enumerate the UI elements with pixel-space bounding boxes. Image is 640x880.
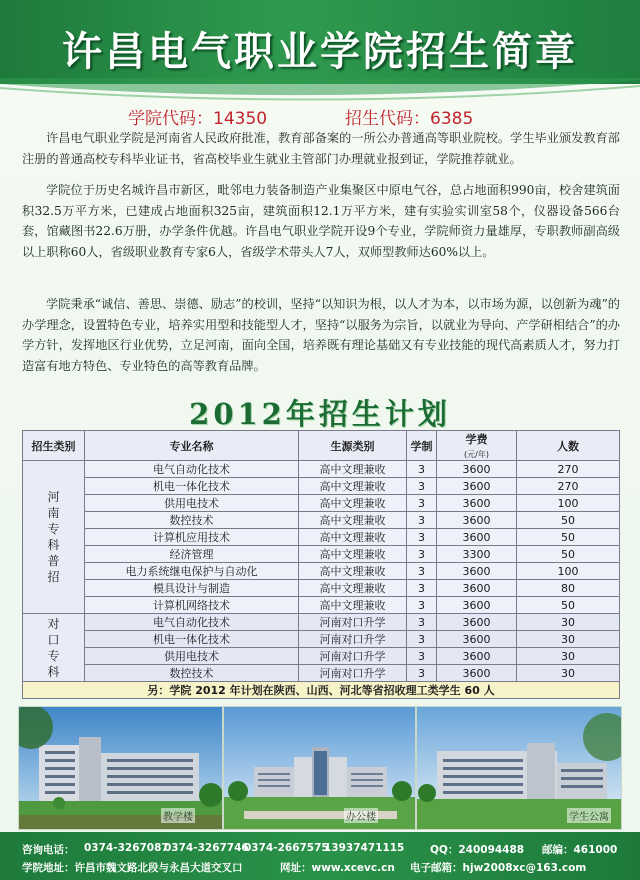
table-note-row: [23, 682, 620, 699]
table-row: [23, 512, 620, 529]
major-cell: 电气自动化技术: [85, 614, 299, 631]
source-cell: 河南对口升学: [299, 648, 407, 665]
fee-cell: 3600: [437, 495, 517, 512]
count-cell: 50: [517, 512, 620, 529]
header-source: 生源类别: [299, 431, 407, 461]
postcode: 邮编：461000: [542, 844, 618, 856]
table-row: [23, 648, 620, 665]
website-link[interactable]: 网址：www.xcevc.cn: [280, 862, 395, 874]
years-cell: 3: [407, 529, 437, 546]
footer-contact: [0, 832, 640, 880]
header-years: 学制: [407, 431, 437, 461]
category-cell: [23, 614, 85, 682]
office-building-illustration: [224, 707, 416, 830]
source-cell: 高中文理兼收: [299, 529, 407, 546]
count-cell: 80: [517, 580, 620, 597]
table-row: [23, 614, 620, 631]
count-cell: 50: [517, 597, 620, 614]
phone-1: 0374-3267087: [84, 842, 169, 854]
count-cell: 270: [517, 478, 620, 495]
count-cell: 30: [517, 665, 620, 682]
table-row: [23, 546, 620, 563]
category-cell: [23, 461, 85, 614]
source-cell: 河南对口升学: [299, 631, 407, 648]
source-cell: 高中文理兼收: [299, 495, 407, 512]
fee-cell: 3600: [437, 563, 517, 580]
major-cell: 模具设计与制造: [85, 580, 299, 597]
years-cell: 3: [407, 665, 437, 682]
plan-title: 2012年招生计划: [189, 397, 451, 431]
enroll-code: 招生代码：6385: [345, 109, 474, 129]
major-cell: 机电一体化技术: [85, 631, 299, 648]
table-row: [23, 478, 620, 495]
major-cell: 计算机网络技术: [85, 597, 299, 614]
header-fee-label: 学费: [465, 433, 488, 446]
major-cell: 电力系统继电保护与自动化: [85, 563, 299, 580]
fee-cell: 3600: [437, 597, 517, 614]
count-cell: 30: [517, 648, 620, 665]
header-category: 招生类别: [23, 431, 85, 461]
years-cell: 3: [407, 631, 437, 648]
years-cell: 3: [407, 580, 437, 597]
photo-dormitory: [416, 706, 622, 830]
count-cell: 100: [517, 495, 620, 512]
count-cell: 100: [517, 563, 620, 580]
header-fee: [437, 431, 517, 461]
years-cell: 3: [407, 495, 437, 512]
fee-cell: 3600: [437, 461, 517, 478]
count-cell: 50: [517, 546, 620, 563]
fee-cell: 3300: [437, 546, 517, 563]
fee-cell: 3600: [437, 580, 517, 597]
years-cell: 3: [407, 563, 437, 580]
table-row: [23, 665, 620, 682]
years-cell: 3: [407, 461, 437, 478]
category-label: 对口专科: [47, 616, 60, 679]
location-paragraph: 学院位于历史名城许昌市新区，毗邻电力装备制造产业集聚区中原电气谷，总占地面积990亩，校舍建筑面积32.5万平方米，已建成占地面积325亩，建筑面积12.1万平方米，建有实验实训室58个，仪器设备566台套，馆藏图书22.6万册，办学条件优越。许昌电气职业学院开设9个专业，学院师资力量雄厚，专职教师副高级以上职称60人，省级职业教育专家6人，省级学术带头人7人，双师型教师达60%以上。: [22, 183, 620, 259]
table-note: 另：学院 2012 年计划在陕西、山西、河北等省招收理工类学生 60 人: [23, 682, 620, 699]
major-cell: 计算机应用技术: [85, 529, 299, 546]
phone-4: 13937471115: [324, 842, 405, 854]
phone-label: 咨询电话：: [22, 844, 75, 856]
source-cell: 高中文理兼收: [299, 546, 407, 563]
motto-paragraph: 学院秉承“诚信、善思、崇德、励志”的校训，坚持“以知识为根，以人才为本，以市场为源，以创新为魂”的办学理念，设置特色专业，培养实用型和技能型人才，坚持“以服务为宗旨，以就业为导向、产学研相结合”的办学方针，发挥地区行业优势，立足河南，面向全国，培养既有理论基础又有专业技能的现代高素质人才，努力打造富有地方特色、专业特色的高等教育品牌。: [22, 297, 620, 373]
table-header-row: [23, 431, 620, 461]
header-count: 人数: [517, 431, 620, 461]
major-cell: 经济管理: [85, 546, 299, 563]
table-body: [23, 461, 620, 699]
fee-cell: 3600: [437, 614, 517, 631]
table-row: [23, 495, 620, 512]
fee-cell: 3600: [437, 529, 517, 546]
photo-label-teaching: 教学楼: [161, 808, 195, 823]
major-cell: 数控技术: [85, 512, 299, 529]
major-cell: 数控技术: [85, 665, 299, 682]
years-cell: 3: [407, 648, 437, 665]
source-cell: 高中文理兼收: [299, 461, 407, 478]
major-cell: 机电一体化技术: [85, 478, 299, 495]
table-row: [23, 597, 620, 614]
major-cell: 电气自动化技术: [85, 461, 299, 478]
photo-office-building: [223, 706, 416, 830]
photo-teaching-building: [18, 706, 223, 830]
college-code: 学院代码：14350: [128, 109, 268, 129]
years-cell: 3: [407, 478, 437, 495]
years-cell: 3: [407, 546, 437, 563]
phone-2: 0374-3267746: [164, 842, 249, 854]
major-cell: 供用电技术: [85, 495, 299, 512]
page-title: 许昌电气职业学院招生简章: [62, 28, 578, 75]
count-cell: 30: [517, 631, 620, 648]
source-cell: 高中文理兼收: [299, 597, 407, 614]
fee-cell: 3600: [437, 512, 517, 529]
qq-number: QQ：240094488: [430, 844, 525, 856]
category-label: 河南专科普招: [47, 490, 60, 584]
photo-label-office: 办公楼: [344, 808, 378, 823]
header-fee-unit: (元/年): [464, 450, 489, 459]
source-cell: 河南对口升学: [299, 614, 407, 631]
phone-3: 0374-2667575: [244, 842, 329, 854]
header-major: 专业名称: [85, 431, 299, 461]
email-link[interactable]: 电子邮箱：hjw2008xc@163.com: [410, 862, 587, 874]
source-cell: 高中文理兼收: [299, 512, 407, 529]
years-cell: 3: [407, 614, 437, 631]
table-row: [23, 461, 620, 478]
table-row: [23, 631, 620, 648]
code-line: [0, 104, 640, 128]
table-row: [23, 529, 620, 546]
count-cell: 270: [517, 461, 620, 478]
campus-photos: [18, 706, 622, 830]
years-cell: 3: [407, 512, 437, 529]
count-cell: 50: [517, 529, 620, 546]
source-cell: 高中文理兼收: [299, 580, 407, 597]
fee-cell: 3600: [437, 631, 517, 648]
title-banner: [0, 0, 640, 84]
source-cell: 河南对口升学: [299, 665, 407, 682]
years-cell: 3: [407, 597, 437, 614]
table-row: [23, 563, 620, 580]
address: 学院地址：许昌市魏文路北段与永昌大道交叉口: [22, 862, 243, 874]
source-cell: 高中文理兼收: [299, 563, 407, 580]
source-cell: 高中文理兼收: [299, 478, 407, 495]
fee-cell: 3600: [437, 478, 517, 495]
photo-label-dormitory: 学生公寓: [567, 808, 611, 823]
fee-cell: 3600: [437, 648, 517, 665]
count-cell: 30: [517, 614, 620, 631]
major-cell: 供用电技术: [85, 648, 299, 665]
fee-cell: 3600: [437, 665, 517, 682]
enrollment-table: [22, 430, 620, 699]
table-row: [23, 580, 620, 597]
intro-paragraph: 许昌电气职业学院是河南省人民政府批准，教育部备案的一所公办普通高等职业院校。学生毕业颁发教育部注册的普通高校专科毕业证书，省高校毕业生就业主管部门办理就业报到证，学院推荐就业。: [22, 131, 620, 166]
